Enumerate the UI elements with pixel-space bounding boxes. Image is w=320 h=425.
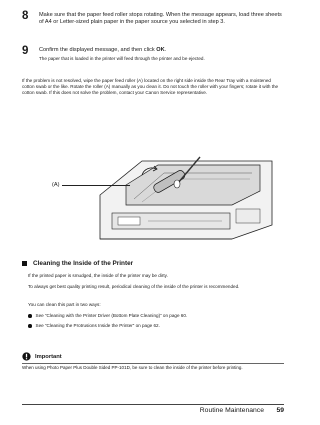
step-text (39, 47, 284, 54)
rear-tray-illustration (82, 155, 278, 241)
step-number: 8 (22, 10, 29, 22)
ok-label: OK (156, 47, 165, 53)
section-heading (22, 260, 284, 267)
bullet-dot-icon (28, 314, 32, 318)
important-title: Important (35, 353, 62, 360)
troubleshoot-paragraph: If the problem is not resolved, wipe the paper feed roller (A) located on the right side inside the Rear Tray with a moistened cotton swab or the like. Rotate the roller (A) manually as you clean it. Do not touch the roller with your fingers; rotate it with the cotton swab. If this does not solve the problem, contact your Canon Service representative. (22, 78, 279, 96)
printer-roller-drawing (82, 155, 278, 241)
step-8 (22, 12, 284, 26)
list-item-text: See “Cleaning the Protrusions Inside the Printer” on page 62. (35, 323, 160, 328)
step-note: The paper that is loaded in the printer will feed through the printer and be ejected. (39, 56, 205, 62)
step-text-after: . (164, 47, 167, 53)
page-number: 59 (276, 407, 284, 414)
square-bullet-icon (22, 261, 27, 266)
section-title: Cleaning the Inside of the Printer (33, 260, 134, 267)
footer-divider (22, 404, 284, 405)
callout-leader-line (62, 185, 130, 186)
important-text: When using Photo Paper Plus Double Sided PP-101D, be sure to clean the inside of the printer before printing. (22, 365, 243, 370)
divider (22, 363, 284, 364)
bullet-dot-icon (28, 324, 32, 328)
important-note (22, 352, 284, 371)
section-intro-3: You can clean this part in two ways: (28, 302, 101, 307)
step-text-before: Confirm the displayed message, and then click (39, 47, 157, 53)
step-9 (22, 47, 284, 62)
callout-label-a: (A) (52, 182, 60, 188)
step-number: 9 (22, 45, 29, 57)
section-intro-2: To always get best quality printing result, periodical cleaning of the inside of the printer is recommended. (28, 284, 240, 289)
section-intro-1: If the printed paper is smudged, the inside of the printer may be dirty. (28, 273, 168, 278)
list-item (28, 313, 284, 319)
list-item (28, 323, 284, 329)
list-item-text: See “Cleaning with the Printer Driver (Bottom Plate Cleaning)” on page 60. (35, 313, 188, 318)
chapter-label: Routine Maintenance (199, 407, 264, 414)
step-text: Make sure that the paper feed roller stops rotating. When the message appears, load three sheets of A4 or Letter-sized plain paper in the paper source you selected in step 3. (39, 12, 282, 26)
warning-icon (22, 352, 31, 361)
